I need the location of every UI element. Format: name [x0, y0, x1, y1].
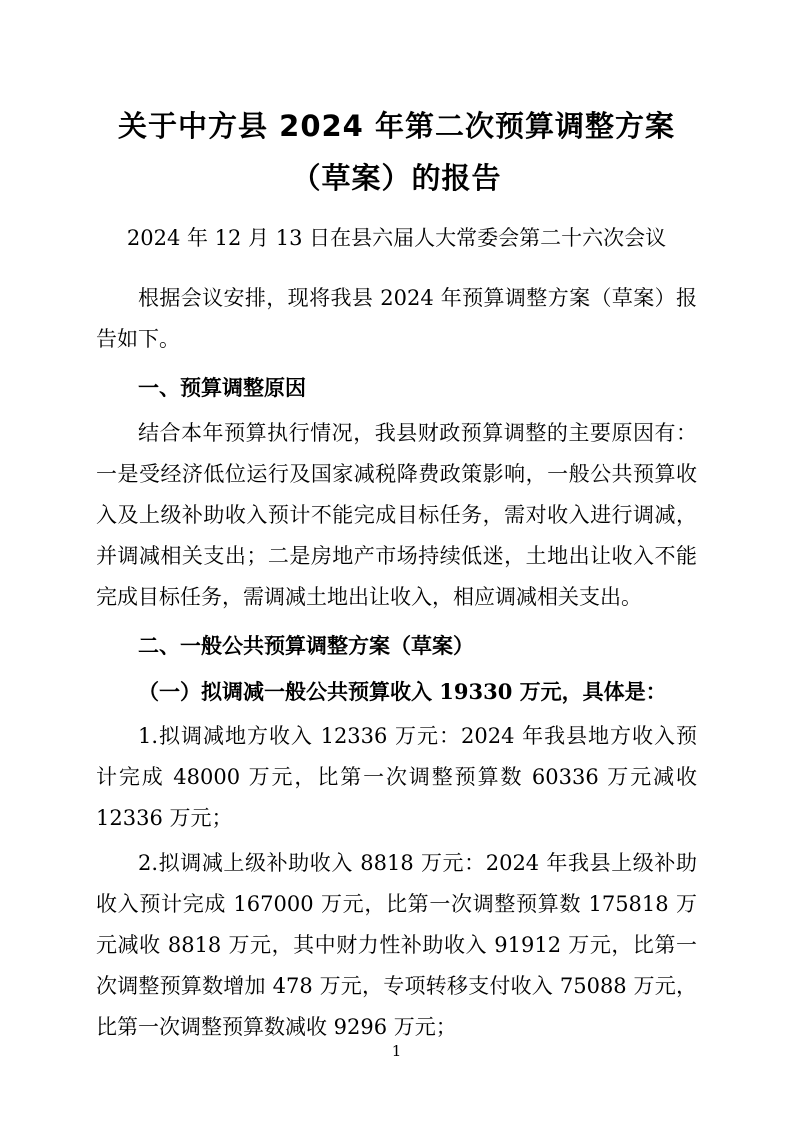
section-2-item-2: 2.拟调减上级补助收入 8818 万元：2024 年我县上级补助收入预计完成 167000 万元，比第一次调整预算数 175818 万元减收 8818 万元，其中财力性补助收入 91912 万元，比第一次调整预算数增加 478 万元，专项转移支付收入 75088 万元，比第一次调整预算数减收 9296 万元；: [96, 851, 697, 1039]
page-number: 1: [391, 1042, 402, 1060]
document-title-line-1: 关于中方县 2024 年第二次预算调整方案: [118, 109, 675, 143]
meeting-info-line: 2024 年 12 月 13 日在县六届人大常委会第二十六次会议: [126, 226, 667, 250]
document-title-line-2: （草案）的报告: [291, 161, 502, 195]
section-2-heading: 二、一般公共预算调整方案（草案）: [138, 634, 474, 658]
section-2-item-1: 1.拟调减地方收入 12336 万元：2024 年我县地方收入预计完成 48000 万元，比第一次调整预算数 60336 万元减收 12336 万元；: [96, 724, 697, 830]
section-1-heading: 一、预算调整原因: [138, 376, 306, 400]
section-2-subheading-1: （一）拟调减一般公共预算收入 19330 万元，具体是：: [138, 679, 667, 704]
section-1-body-paragraph: 结合本年预算执行情况，我县财政预算调整的主要原因有：一是受经济低位运行及国家减税降费政策影响，一般公共预算收入及上级补助收入预计不能完成目标任务，需对收入进行调减，并调减相关支出；二是房地产市场持续低迷，土地出让收入不能完成目标任务，需调减土地出让收入，相应调减相关支出。: [96, 421, 697, 609]
document-title: [96, 100, 697, 204]
intro-paragraph: 根据会议安排，现将我县 2024 年预算调整方案（草案）报告如下。: [96, 286, 697, 351]
